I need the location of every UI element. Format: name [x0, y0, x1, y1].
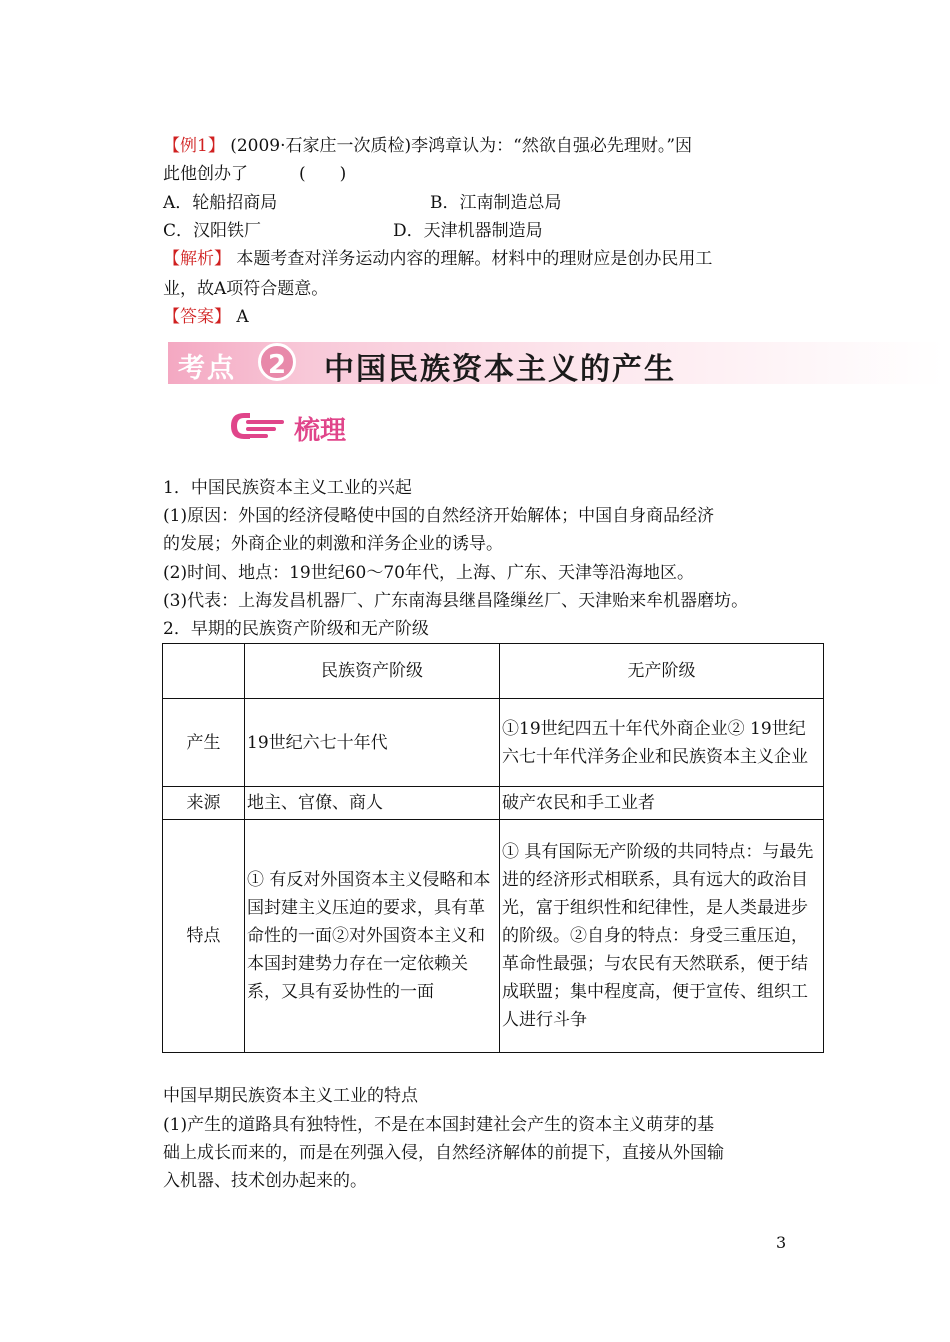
- reason-line-2: 的发展；外商企业的刺激和洋务企业的诱导。: [163, 534, 503, 554]
- representatives-line: (3)代表：上海发昌机器厂、广东南海县继昌隆缫丝厂、天津贻来牟机器磨坊。: [163, 591, 749, 611]
- features-line-3: 入机器、技术创办起来的。: [163, 1171, 367, 1191]
- time-place-line: (2)时间、地点：19世纪60～70年代，上海、广东、天津等沿海地区。: [163, 563, 694, 583]
- class-comparison-table: [162, 643, 824, 1053]
- section-banner: [168, 342, 944, 387]
- analysis-line-1: [163, 249, 712, 269]
- heading-2: 2．早期的民族资产阶级和无产阶级: [163, 619, 429, 639]
- row-label: 特点: [163, 820, 245, 1053]
- answer-tag: 【答案】: [163, 307, 231, 327]
- option-b: B．江南制造总局: [430, 193, 562, 213]
- option-c: C．汉阳铁厂: [163, 221, 262, 241]
- bracket-lines-icon: [228, 410, 288, 442]
- table-row: [163, 787, 824, 820]
- features-title: 中国早期民族资本主义工业的特点: [163, 1086, 418, 1106]
- analysis-text-2: 业，故A项符合题意。: [163, 279, 329, 299]
- table-row: [163, 699, 824, 787]
- answer-line: [163, 307, 249, 327]
- table-header-cell: [163, 644, 245, 699]
- row-label: 来源: [163, 787, 245, 820]
- option-a: A．轮船招商局: [163, 193, 278, 213]
- banner-title: 中国民族资本主义的产生: [324, 352, 676, 387]
- banner-label: 考点: [178, 353, 236, 384]
- proletariat-cell: ①19世纪四五十年代外商企业② 19世纪六七十年代洋务企业和民族资本主义企业: [500, 699, 824, 787]
- analysis-text-1: 本题考查对洋务运动内容的理解。材料中的理财应是创办民用工: [231, 249, 713, 269]
- example-line-1: [163, 136, 692, 156]
- row-label: 产生: [163, 699, 245, 787]
- table-header-cell: 民族资产阶级: [245, 644, 500, 699]
- answer-value: A: [231, 307, 249, 327]
- reason-line-1: (1)原因：外国的经济侵略使中国的自然经济开始解体；中国自身商品经济: [163, 506, 715, 526]
- features-line-2: 础上成长而来的，而是在列强入侵，自然经济解体的前提下，直接从外国输: [163, 1143, 724, 1163]
- sub-heading-text: 梳理: [294, 416, 347, 446]
- features-line-1: (1)产生的道路具有独特性，不是在本国封建社会产生的资本主义萌芽的基: [163, 1115, 715, 1135]
- table-header-cell: 无产阶级: [500, 644, 824, 699]
- page-number: 3: [776, 1233, 787, 1252]
- table-row: [163, 820, 824, 1053]
- proletariat-cell: ① 具有国际无产阶级的共同特点：与最先进的经济形式相联系，具有远大的政治目光，富于组织性和纪律性，是人类最进步的阶级。②自身的特点：身受三重压迫，革命性最强；与农民有天然联系，便于结成联盟；集中程度高，便于宣传、组织工人进行斗争: [500, 820, 824, 1053]
- option-d: D．天津机器制造局: [393, 221, 543, 241]
- analysis-tag: 【解析】: [163, 249, 231, 269]
- example-question-line2: 此他创办了 ( ): [163, 164, 347, 184]
- table-header-row: [163, 644, 824, 699]
- banner-number-badge: 2: [258, 343, 296, 381]
- proletariat-cell: 破产农民和手工业者: [500, 787, 824, 820]
- example-tag: 【例1】: [163, 136, 225, 156]
- example-question-line1: (2009·石家庄一次质检)李鸿章认为：“然欲自强必先理财。”因: [224, 136, 693, 156]
- bourgeoisie-cell: 地主、官僚、商人: [245, 787, 500, 820]
- bourgeoisie-cell: ① 有反对外国资本主义侵略和本国封建主义压迫的要求，具有革命性的一面②对外国资本主义和本国封建势力存在一定依赖关系，又具有妥协性的一面: [245, 820, 500, 1053]
- sub-heading: [228, 408, 378, 444]
- bourgeoisie-cell: 19世纪六七十年代: [245, 699, 500, 787]
- heading-1: 1．中国民族资本主义工业的兴起: [163, 478, 412, 498]
